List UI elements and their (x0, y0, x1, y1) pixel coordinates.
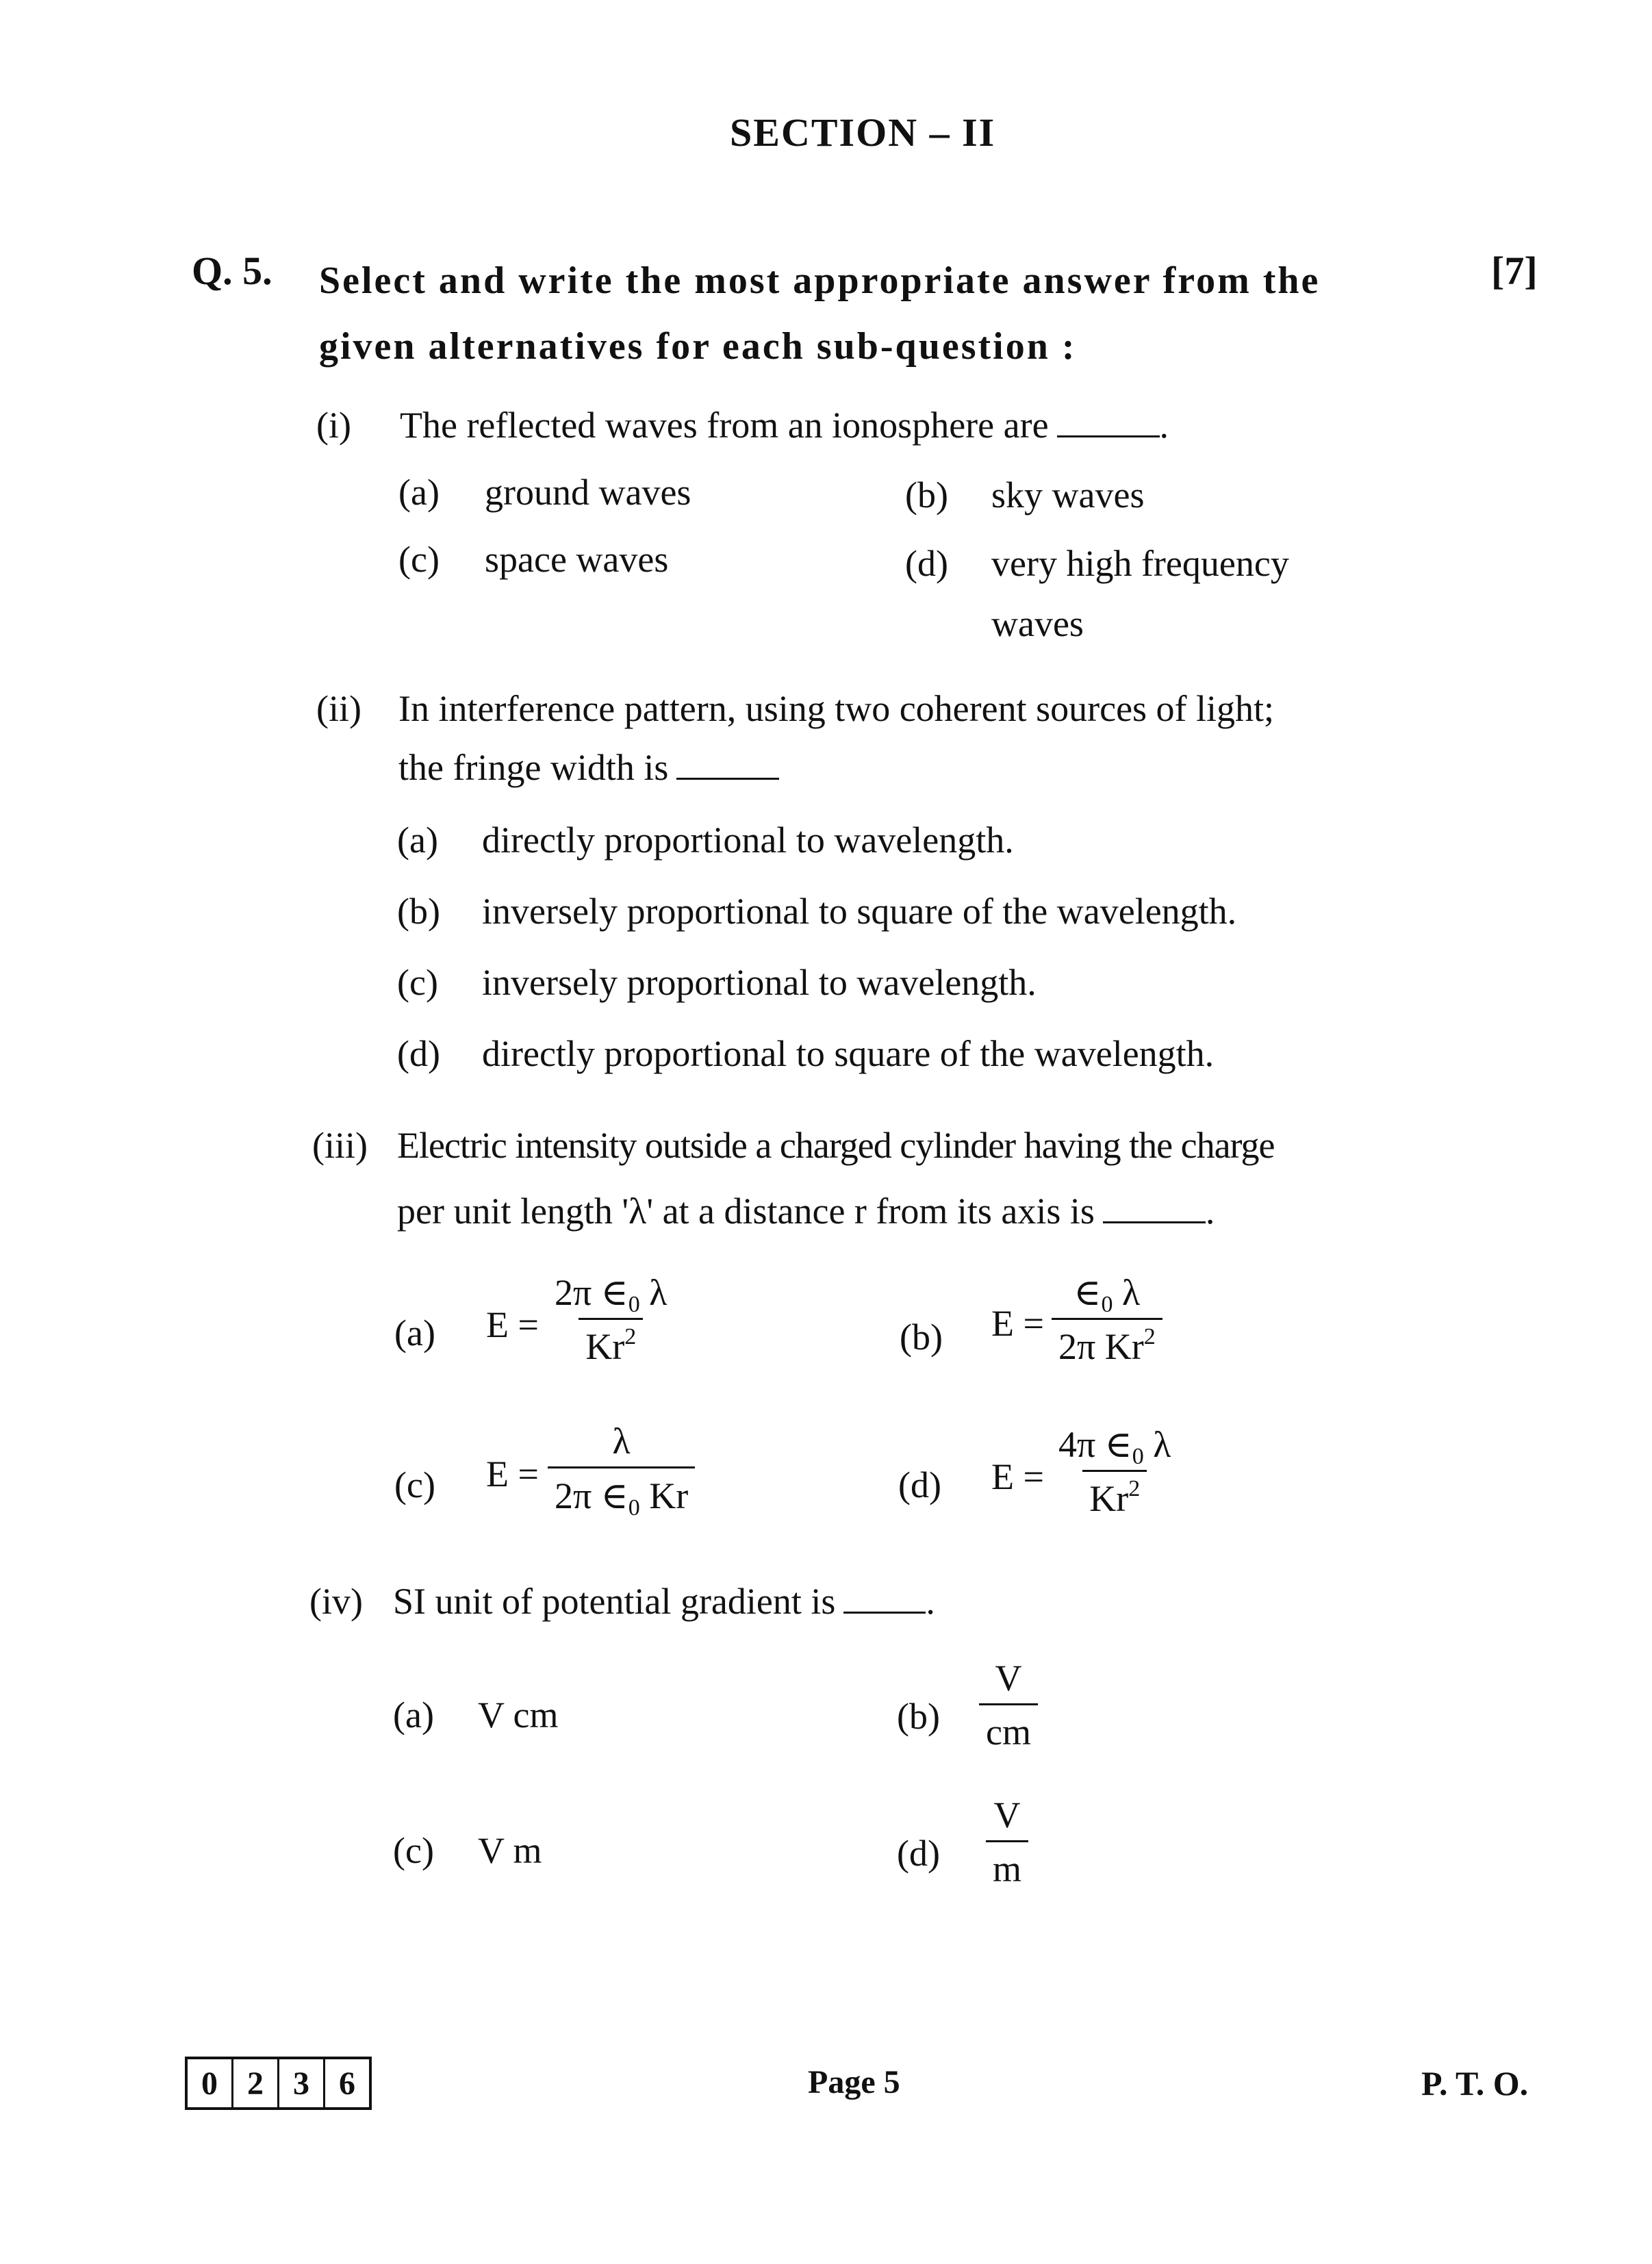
equation-lhs: E = (991, 1303, 1044, 1344)
please-turn-over: P. T. O. (1421, 2064, 1529, 2102)
subquestion-3-text-line2: per unit length 'λ' at a distance r from its axis is . (397, 1191, 1215, 1232)
option-text: inversely proportional to square of the wavelength. (482, 891, 1237, 932)
option-label: (d) (898, 1464, 941, 1505)
fraction-numerator: 2π $\in_0$ λ (555, 1272, 668, 1317)
fraction-denominator: 2π $\in_0$ Kr (548, 1466, 695, 1517)
answer-blank (676, 748, 779, 780)
subquestion-2-stem: the fringe width is (398, 747, 669, 788)
paper-code-box (185, 2057, 372, 2110)
subquestion-2-text-line2 (398, 746, 779, 789)
question-marks: [7] (1491, 249, 1538, 293)
equation-lhs: E = (991, 1456, 1044, 1497)
question-number: Q. 5. (192, 249, 272, 293)
option-text: directly proportional to wavelength. (482, 819, 1014, 861)
option-label: (a) (398, 472, 440, 513)
option-label: (c) (393, 1830, 434, 1871)
option-text: inversely proportional to wavelength. (482, 962, 1037, 1003)
question-text (319, 248, 1320, 379)
fraction-numerator: λ (612, 1421, 631, 1462)
fraction (986, 1794, 1028, 1890)
option-label: (d) (397, 1033, 440, 1074)
fraction-numerator: V (993, 1794, 1021, 1835)
fraction-numerator: V (995, 1657, 1022, 1699)
question-text-line1: Select and write the most appropriate answer from the (319, 259, 1321, 302)
option-label: (b) (897, 1696, 940, 1737)
subquestion-1-label: (i) (316, 405, 351, 446)
option-text: very high frequency (991, 543, 1289, 584)
subquestion-4-label: (iv) (309, 1581, 363, 1622)
answer-blank (843, 1581, 926, 1614)
option-label: (c) (397, 962, 438, 1003)
subquestion-3-text: Electric intensity outside a charged cylinder having the charge (397, 1125, 1275, 1166)
paper-code-digit: 2 (233, 2059, 279, 2107)
paper-code-digit: 6 (339, 2065, 355, 2102)
equation-lhs: E = (486, 1453, 539, 1495)
fraction-denominator: Kr$^2$ (579, 1318, 643, 1368)
subquestion-2-text: In interference pattern, using two coherent sources of light; (398, 688, 1275, 729)
option-label: (c) (394, 1464, 435, 1505)
option-label: (a) (397, 819, 438, 861)
option-label: (a) (393, 1694, 434, 1735)
subquestion-2-label: (ii) (316, 688, 361, 729)
fraction-numerator: 4π $\in_0$ λ (1058, 1424, 1171, 1469)
option-label: (c) (398, 539, 440, 580)
option-label: (b) (905, 474, 948, 516)
subquestion-1-stem: The reflected waves from an ionosphere are (400, 405, 1049, 446)
option-text: space waves (485, 539, 669, 580)
option-text: V m (478, 1830, 542, 1871)
subquestion-1-text: The reflected waves from an ionosphere are . (400, 405, 1169, 446)
fraction-numerator: $\in_0$ λ (1073, 1272, 1141, 1317)
subquestion-3-label: (iii) (312, 1125, 368, 1166)
paper-code-digit: 0 (188, 2059, 233, 2107)
answer-blank (1103, 1191, 1206, 1223)
fraction-denominator: 2π Kr$^2$ (1052, 1318, 1162, 1368)
fraction (548, 1420, 695, 1521)
option-text-continued: waves (991, 603, 1084, 644)
subquestion-4-stem: SI unit of potential gradient is (393, 1581, 836, 1622)
subquestion-4-text: SI unit of potential gradient is . (393, 1581, 935, 1622)
option-label: (b) (397, 891, 440, 932)
fraction (979, 1657, 1038, 1753)
option-label: (a) (394, 1312, 435, 1353)
subquestion-3-stem: per unit length 'λ' at a distance r from its axis is (397, 1191, 1095, 1232)
paper-code-digit: 3 (279, 2059, 325, 2107)
fraction (1052, 1423, 1178, 1520)
option-text: sky waves (991, 474, 1145, 516)
fraction-denominator: cm (979, 1703, 1038, 1753)
option-label: (d) (905, 543, 948, 584)
option-label: (d) (897, 1833, 940, 1874)
fraction (548, 1271, 674, 1368)
fraction-denominator: Kr$^2$ (1082, 1470, 1147, 1520)
answer-blank (1057, 405, 1160, 437)
question-text-line2: given alternatives for each sub-question : (319, 325, 1077, 368)
equation-lhs: E = (486, 1304, 539, 1345)
option-label: (b) (900, 1317, 943, 1358)
option-text: ground waves (485, 472, 691, 513)
page-number: Page 5 (808, 2064, 900, 2100)
section-title: SECTION – II (730, 110, 996, 155)
fraction (1052, 1271, 1162, 1368)
option-text: directly proportional to square of the wavelength. (482, 1033, 1215, 1074)
option-text: V cm (478, 1694, 559, 1735)
fraction-denominator: m (986, 1840, 1028, 1890)
